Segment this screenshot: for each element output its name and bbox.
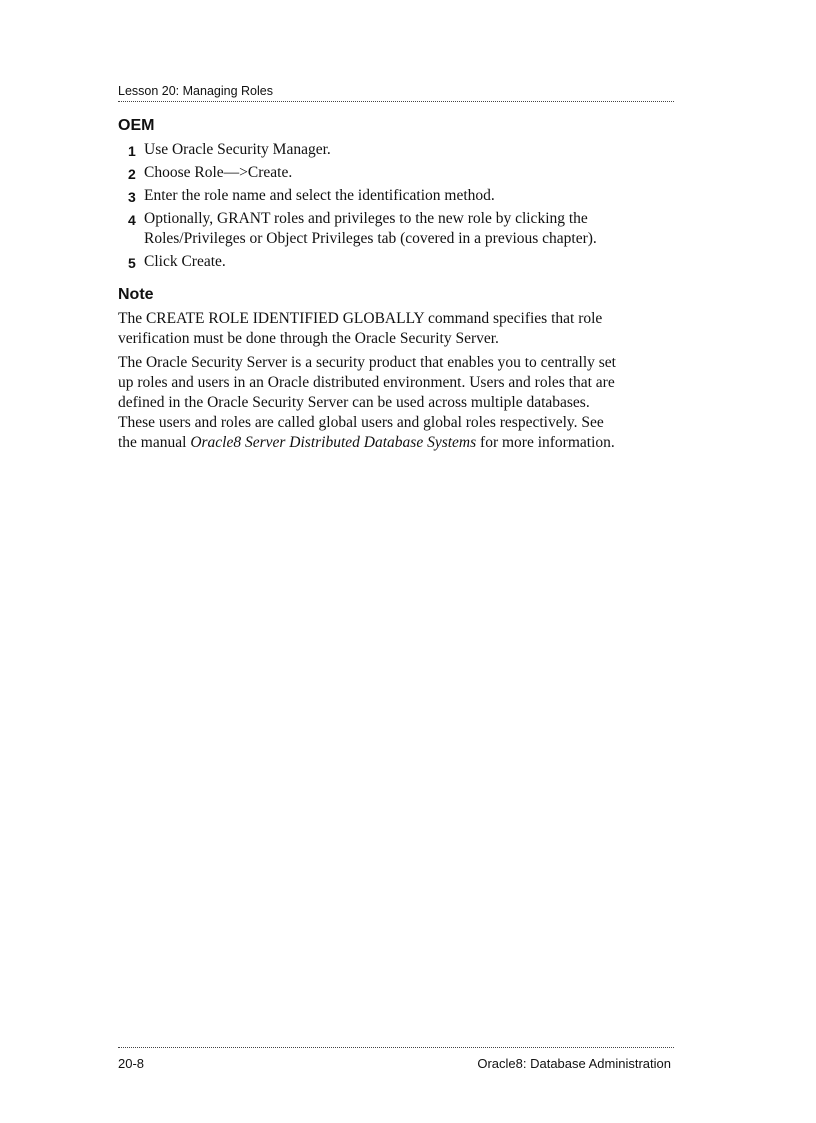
step-number: 2 bbox=[128, 166, 136, 182]
step-number: 4 bbox=[128, 212, 136, 228]
page-number: 20-8 bbox=[118, 1056, 145, 1071]
list-item bbox=[118, 163, 618, 183]
oem-heading: OEM bbox=[118, 117, 155, 134]
step-number: 3 bbox=[128, 189, 136, 205]
step-text: Optionally, GRANT roles and privileges to the new role by clicking the Roles/Privileges or Object Privileges tab (covered in a previous chapter). bbox=[144, 210, 597, 247]
running-header: Lesson 20: Managing Roles bbox=[118, 84, 273, 98]
book-title: Oracle8: Database Administration bbox=[477, 1056, 671, 1071]
note-paragraph-1: The CREATE ROLE IDENTIFIED GLOBALLY command specifies that role verification must be done through the Oracle Security Server. bbox=[118, 310, 603, 347]
manual-title: Oracle8 Server Distributed Database Systems bbox=[190, 434, 477, 451]
list-item bbox=[118, 186, 618, 206]
note-paragraph-2 bbox=[118, 353, 618, 453]
list-item bbox=[118, 140, 618, 160]
list-item bbox=[118, 209, 618, 249]
note-text: The Oracle Security Server is a security product that enables you to centrally set up roles and users in an Oracle distributed environment. Users and roles that are defined in the Oracle Security Server can be used across multiple databases. These users and roles are called global users and global roles respectively. See the manual bbox=[118, 354, 616, 451]
oem-steps-list bbox=[118, 140, 618, 272]
footer-rule bbox=[118, 1047, 674, 1048]
page-content bbox=[118, 117, 618, 457]
step-number: 1 bbox=[128, 143, 136, 159]
step-number: 5 bbox=[128, 255, 136, 271]
step-text: Enter the role name and select the identification method. bbox=[144, 187, 495, 204]
step-text: Choose Role—>Create. bbox=[144, 164, 293, 181]
step-text: Click Create. bbox=[144, 253, 226, 270]
step-text: Use Oracle Security Manager. bbox=[144, 141, 331, 158]
list-item bbox=[118, 252, 618, 272]
header-rule bbox=[118, 101, 674, 102]
note-heading: Note bbox=[118, 286, 154, 303]
note-text: for more information. bbox=[476, 434, 615, 451]
